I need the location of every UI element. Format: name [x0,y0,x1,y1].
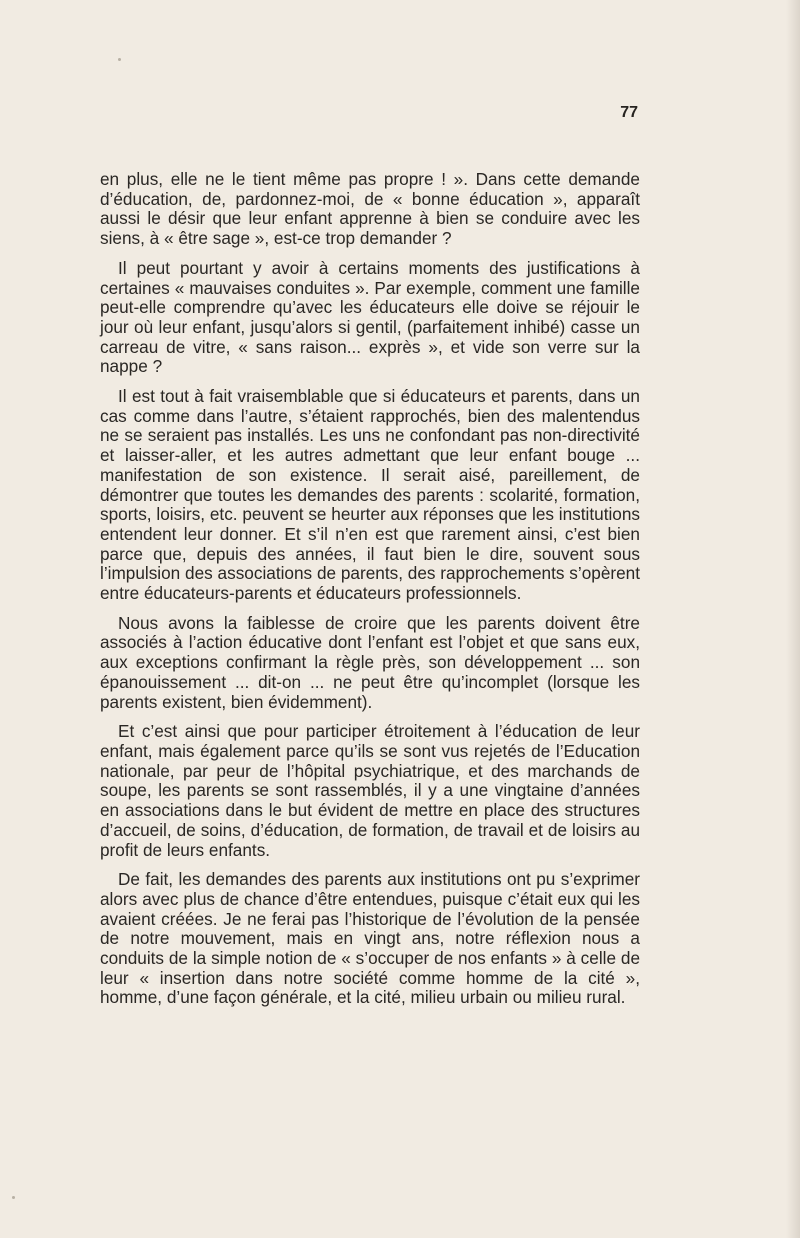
body-text [100,170,640,1018]
page-number: 77 [620,104,638,121]
paragraph: Et c’est ainsi que pour participer étroitement à l’éducation de leur enfant, mais également parce qu’ils se sont vus rejetés de l’Education nationale, par peur de l’hôpital psychiatrique, et des marchands de soupe, les parents se sont rassemblés, il y a une vingtaine d’années en associations dans le but évident de mettre en place des structures d’accueil, de soins, d’éducation, de formation, de travail et de loisirs au profit de leurs enfants. [100,721,640,860]
paper-speck [118,58,121,61]
paragraph: De fait, les demandes des parents aux institutions ont pu s’exprimer alors avec plus de chance d’être entendues, puisque c’était eux qui les avaient créées. Je ne ferai pas l’historique de l’évolution de la pensée de notre mouvement, mais en vingt ans, notre réflexion nous a conduits de la simple notion de « s’occuper de nos enfants » à celle de leur « insertion dans notre société comme homme de la cité », homme, d’une façon générale, et la cité, milieu urbain ou milieu rural. [100,869,640,1008]
paragraph: Il peut pourtant y avoir à certains moments des justifications à certaines « mauvaises conduites ». Par exemple, comment une famille peut-elle comprendre qu’avec les éducateurs elle doive se réjouir le jour où leur enfant, jusqu’alors si gentil, (parfaitement inhibé) casse un carreau de vitre, « sans raison... exprès », et vide son verre sur la nappe ? [100,257,640,377]
page-edge-shadow [786,0,800,1238]
paragraph: Il est tout à fait vraisemblable que si éducateurs et parents, dans un cas comme dans l’autre, s’étaient rapprochés, bien des malentendus ne se seraient pas installés. Les uns ne confondant pas non-directivité et laisser-aller, et les autres admettant que leur enfant bouge ... manifestation de son existence. Il serait aisé, pareillement, de démontrer que toutes les demandes des parents : scolarité, formation, sports, loisirs, etc. peuvent se heurter aux réponses que les institutions entendent leur donner. Et s’il n’en est que rarement ainsi, c’est bien parce que, depuis des années, il faut bien le dire, souvent sous l’impulsion des associations de parents, des rapprochements s’opèrent entre éducateurs-parents et éducateurs professionnels. [100,386,640,604]
paper-speck [12,1196,15,1199]
paragraph: Nous avons la faiblesse de croire que les parents doivent être associés à l’action éducative dont l’enfant est l’objet et que sans eux, aux exceptions confirmant la règle près, son développement ... son épanouissement ... dit-on ... ne peut être qu’incomplet (lorsque les parents existent, bien évidemment). [100,612,640,712]
paragraph: en plus, elle ne le tient même pas propre ! ». Dans cette demande d’éducation, de, pardonnez-moi, de « bonne éducation », apparaît aussi le désir que leur enfant apprenne à bien se conduire avec les siens, à « être sage », est-ce trop demander ? [100,169,640,249]
